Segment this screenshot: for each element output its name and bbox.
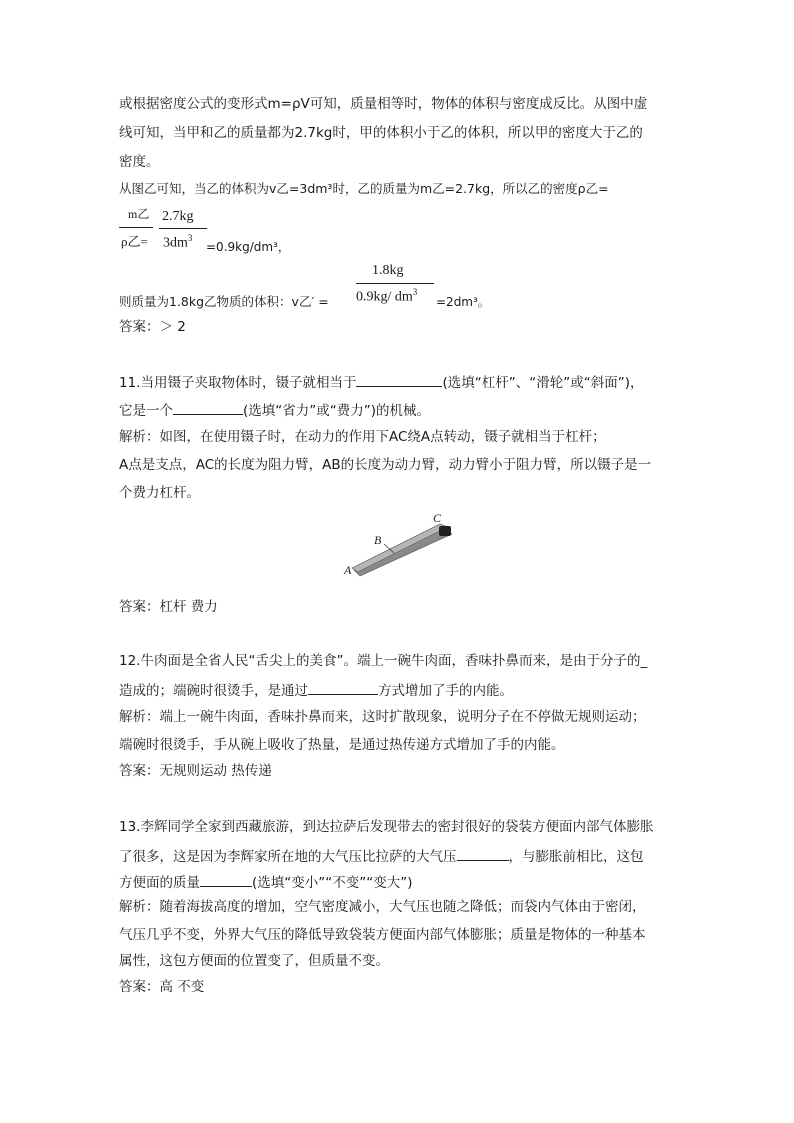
q11-answer: 答案：杠杆 费力 — [119, 599, 218, 615]
q13-blank-2 — [200, 872, 252, 887]
q10-line-1: 或根据密度公式的变形式m=ρV可知，质量相等时，物体的体积与密度成反比。从图中虚 — [119, 96, 648, 112]
q10-answer: 答案：＞ 2 — [119, 319, 186, 335]
q13-line-1: 13.李辉同学全家到西藏旅游，到达拉萨后发现带去的密封很好的袋装方便面内部气体膨胀 — [119, 819, 654, 835]
label-c: C — [433, 511, 442, 525]
q11-line-1: 11.当用镊子夹取物体时，镊子就相当于 (选填“杠杆”、“滑轮”或“斜面”)， — [119, 372, 643, 392]
q12-analysis-1: 解析：端上一碗牛肉面，香味扑鼻而来，这时扩散现象，说明分子在不停做无规则运动； — [119, 709, 646, 725]
q13-answer: 答案：高 不变 — [119, 979, 205, 995]
frac2-numerator: 2.7kg — [162, 209, 194, 224]
q12-line-1: 12.牛肉面是全省人民“舌尖上的美食”。端上一碗牛肉面，香味扑鼻而来，是由于分子的_ — [119, 653, 648, 669]
q13-blank-1 — [457, 846, 509, 861]
tweezers-figure — [338, 508, 460, 584]
tweezers-arm-upper — [352, 524, 448, 572]
q12-blank — [308, 680, 378, 695]
q11-blank-2 — [173, 400, 243, 415]
q12-analysis-2: 端碗时很烫手，手从碗上吸收了热量，是通过热传递方式增加了手的内能。 — [119, 737, 565, 753]
frac1-denominator: ρ乙= — [121, 234, 148, 249]
q11-analysis-1: 解析：如图，在使用镊子时，在动力的作用下AC绕A点转动，镊子就相当于杠杆； — [119, 429, 606, 445]
q10-line-6: 则质量为1.8kg乙物质的体积：v乙′ = — [119, 294, 329, 309]
q12-line-2: 造成的；端碗时很烫手，是通过 方式增加了手的内能。 — [119, 680, 513, 700]
tweezers-diagram — [338, 508, 460, 584]
q13-analysis-3: 属性，这包方便面的位置变了，但质量不变。 — [119, 953, 389, 969]
q11-analysis-3: 个费力杠杆。 — [119, 485, 200, 501]
tweezers-tip-object — [439, 526, 451, 536]
frac3-denominator: 0.9kg/ $dm^3$ — [356, 287, 418, 305]
frac3-numerator: 1.8kg — [372, 263, 404, 278]
q11-line-2: 它是一个 (选填“省力”或“费力”)的机械。 — [119, 400, 430, 420]
q13-line-2: 了很多，这是因为李辉家所在地的大气压比拉萨的大气压 ，与膨胀前相比，这包 — [119, 846, 644, 866]
frac1-bar — [119, 227, 153, 228]
frac1-numerator: m乙 — [128, 207, 150, 221]
frac3-result: =2dm³。 — [436, 295, 490, 309]
frac2-result: =0.9kg/dm³， — [206, 240, 290, 254]
frac3-bar — [356, 283, 434, 284]
q13-line-3: 方便面的质量 (选填“变小”“不变”“变大”) — [119, 872, 413, 892]
q13-analysis-2: 气压几乎不变，外界大气压的降低导致袋装方便面内部气体膨胀；质量是物体的一种基本 — [119, 927, 646, 943]
q13-analysis-1: 解析：随着海拔高度的增加，空气密度减小，大气压也随之降低；而袋内气体由于密闭， — [119, 899, 646, 915]
q10-line-3: 密度。 — [119, 154, 160, 170]
q10-line-4: 从图乙可知，当乙的体积为v乙=3dm³时，乙的质量为m乙=2.7kg，所以乙的密度ρ乙= — [119, 181, 609, 196]
frac2-denominator: $3dm^3$ — [163, 233, 193, 251]
q11-analysis-2: A点是支点，AC的长度为阻力臂，AB的长度为动力臂，动力臂小于阻力臂，所以镊子是一 — [119, 457, 652, 473]
q12-answer: 答案：无规则运动 热传递 — [119, 763, 272, 779]
label-a: A — [344, 563, 352, 577]
q11-blank-1 — [356, 372, 442, 387]
q10-line-2: 线可知，当甲和乙的质量都为2.7kg时，甲的体积小于乙的体积，所以甲的密度大于乙的 — [119, 125, 643, 141]
frac2-bar — [159, 228, 207, 229]
label-b: B — [374, 533, 382, 547]
tweezers-arm-lower — [354, 530, 452, 576]
